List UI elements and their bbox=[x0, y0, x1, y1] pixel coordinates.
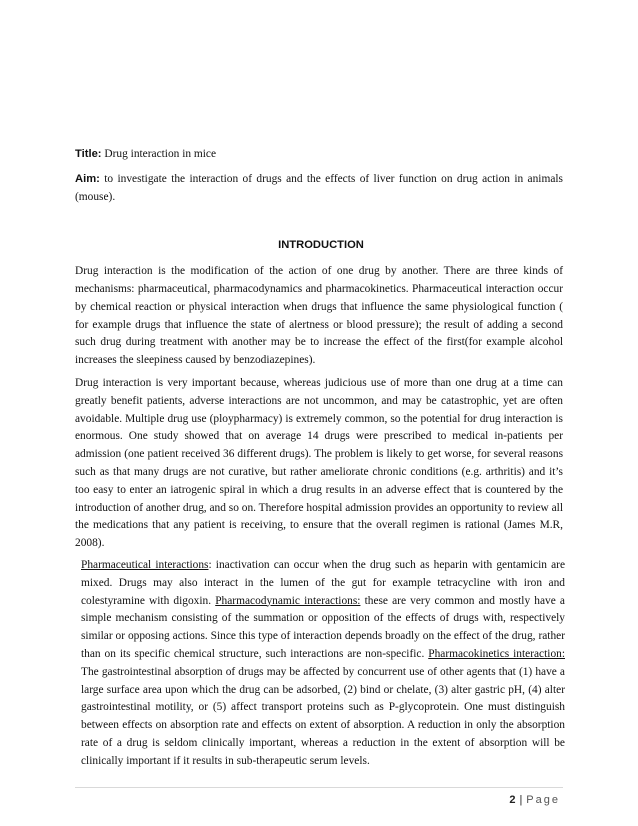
paragraph-mechanisms: Drug interaction is the modification of the action of one drug by another. There are three kinds of mechanisms: pharmaceutical, pharmacodynamics and pharmacokinetics. Pharmaceutical interaction occur by chemical reaction or physical interaction when drugs that influence the same physiological function ( for example drugs that influence the state of alertness or blood pressure); the result of adding a second such drug during treatment with another may be to increase the effect of the first(for example alcohol increases the sleepiness caused by benzodiazepines). bbox=[75, 265, 563, 367]
introduction-heading: INTRODUCTION bbox=[278, 239, 364, 252]
page-word: Page bbox=[526, 794, 560, 806]
aim-value: to investigate the interaction of drugs and the effects of liver function on drug action in animals (mouse). bbox=[75, 172, 563, 203]
page-footer bbox=[509, 794, 560, 806]
footer-divider bbox=[75, 787, 563, 788]
title-label: Title: bbox=[75, 148, 102, 160]
footer-separator: | bbox=[519, 794, 523, 806]
aim-label: Aim: bbox=[75, 172, 100, 185]
pharmaceutical-interactions-heading: Pharmaceutical interactions bbox=[81, 558, 209, 571]
pharmaceutical-interactions-text: : inactivation can occur when the drug such as heparin with gentamicin are mixed. Drugs may also interact in the lumen of the gut for example tetracycline with iron and colestyramine with digoxin. bbox=[81, 558, 565, 607]
pharmacodynamic-interactions-heading: Pharmacodynamic interactions: bbox=[215, 594, 361, 607]
pharmacodynamic-interactions-text: these are very common and mostly have a simple mechanism consisting of the summation or opposition of the effects of drugs with, respectively similar or opposing actions. Since this type of interaction depends broadly on the effect of the drug, rather than on its specific chemical structure, such interactions are non-specific. bbox=[81, 594, 565, 660]
aim-line bbox=[75, 171, 563, 207]
paragraph-interaction-types bbox=[81, 557, 565, 771]
title-value: Drug interaction in mice bbox=[104, 148, 217, 160]
page-content bbox=[75, 146, 563, 771]
pharmacokinetics-interaction-heading: Pharmacokinetics interaction: bbox=[428, 647, 565, 660]
pharmacokinetics-interaction-text: The gastrointestinal absorption of drugs may be affected by concurrent use of other agents that (1) have a large surface area upon which the drug can be adsorbed, (2) bind or chelate, (3) alter gastric pH, (4) alter gastrointestinal motility, or (5) affect transport proteins such as P-glycoprotein. One must distinguish between effects on absorption rate and effects on extent of absorption. A reduction in only the absorption rate of a drug is seldom clinically important, whereas a reduction in the extent of absorption will be clinically important if it results in sub-therapeutic serum levels. bbox=[81, 665, 565, 767]
title-line bbox=[75, 146, 563, 164]
paragraph-importance: Drug interaction is very important because, whereas judicious use of more than one drug at a time can greatly benefit patients, adverse interactions are not uncommon, and may be catastrophic, yet are often avoidable. Multiple drug use (ploypharmacy) is extremely common, so the potential for drug interaction is enormous. One study showed that on average 14 drugs were prescribed to medical in-patients per admission (one patient received 36 different drugs). The problem is likely to get worse, for several reasons such as that many drugs are not curative, but rather ameliorate chronic conditions (e.g. arthritis) and it’s too easy to enter an iatrogenic spiral in which a drug results in an adverse effect that is countered by the introduction of another drug, and so on. Therefore hospital admission provides an opportunity to review all the medications that any patient is receiving, to ensure that the overall regimen is rational (James M.R, 2008). bbox=[75, 376, 563, 550]
page-number: 2 bbox=[509, 794, 516, 806]
